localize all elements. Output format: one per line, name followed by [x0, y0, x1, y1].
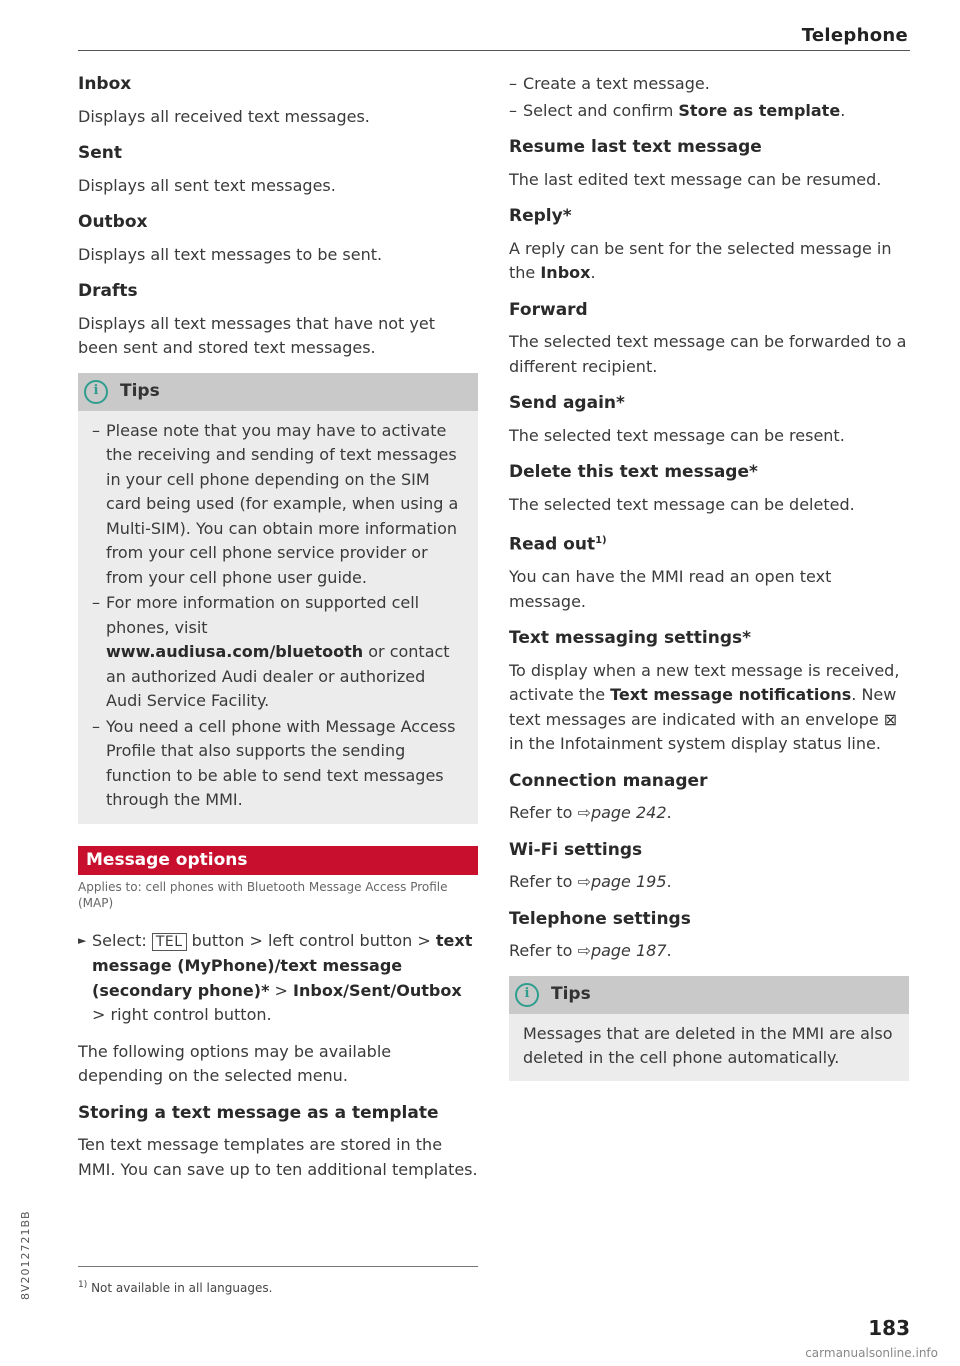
storing-text: Ten text message templates are stored in the MMI. You can save up to ten additional templates.: [78, 1135, 478, 1179]
delete-text: The selected text message can be deleted.: [509, 494, 855, 514]
tips-list: [92, 419, 464, 813]
refer-dot: .: [666, 803, 672, 823]
tips-title: Tips: [551, 984, 591, 1005]
inbox-text: Displays all received text messages.: [78, 106, 370, 126]
outbox-heading: Outbox: [78, 212, 148, 232]
footnote-rule: [78, 1266, 478, 1267]
settings-text: [509, 659, 909, 757]
drafts-text: Displays all text messages that have not yet been sent and stored text messages.: [78, 313, 435, 357]
page-number: 183: [868, 1316, 910, 1340]
connection-manager-ref: [509, 801, 909, 826]
page-link[interactable]: page 187: [590, 941, 667, 961]
tips-item-text: or contact an authorized Audi dealer or authorized Audi Service Facility.: [106, 642, 450, 710]
instruction-step: [78, 929, 478, 1028]
info-icon: i: [84, 380, 108, 404]
sent-text: Displays all sent text messages.: [78, 175, 336, 195]
document-code: 8V2012721BB: [19, 1210, 32, 1300]
tel-key-label: TEL: [152, 933, 187, 951]
arrow-right-icon: ⇨: [577, 803, 591, 823]
refer-text: Refer to: [509, 872, 578, 892]
list-item-text: Select and confirm: [523, 100, 679, 120]
list-item: – Create a text message.: [509, 72, 909, 97]
settings-text-part: To display when a new text message is received, activate the: [509, 660, 900, 705]
storing-heading: Storing a text message as a template: [78, 1102, 439, 1123]
tips-item-text: For more information on supported cell phones, visit: [106, 593, 420, 637]
settings-text-part: . New text messages are indicated with an envelope: [509, 685, 897, 729]
step-text: button > left control button >: [186, 930, 436, 950]
drafts-heading: Drafts: [78, 281, 138, 301]
send-again-heading: Send again*: [509, 393, 625, 413]
read-out-text: You can have the MMI read an open text message.: [509, 567, 832, 611]
template-steps-list: [509, 72, 909, 123]
step-text: >: [269, 980, 294, 1000]
info-icon: i: [515, 983, 539, 1007]
tips-title: Tips: [120, 381, 160, 402]
step-text: Select:: [92, 930, 152, 950]
wifi-heading: Wi-Fi settings: [509, 839, 643, 860]
section-title-bar: Message options: [78, 846, 478, 875]
footnote-marker: 1): [595, 535, 607, 546]
connection-manager-heading: Connection manager: [509, 770, 708, 791]
read-out-heading: [509, 529, 909, 557]
tips-text: Messages that are deleted in the MMI are also deleted in the cell phone automatically.: [523, 1023, 893, 1068]
list-item-text: .: [840, 100, 846, 120]
wifi-ref: [509, 870, 909, 895]
left-column: [78, 72, 478, 1194]
read-out-heading-text: Read out: [509, 534, 596, 555]
list-item-bold: Store as template: [678, 100, 841, 120]
settings-text-bold: Text message notifications: [610, 685, 852, 705]
list-item: [509, 99, 909, 124]
sent-heading: Sent: [78, 143, 123, 163]
bluetooth-url: www.audiusa.com/bluetooth: [106, 642, 364, 661]
footnote-text: Not available in all languages.: [91, 1281, 273, 1295]
envelope-icon: ⊠: [883, 709, 898, 729]
delete-heading: Delete this text message*: [509, 462, 758, 482]
refer-dot: .: [666, 872, 672, 892]
send-again-text: The selected text message can be resent.: [509, 425, 845, 445]
reply-text-bold: Inbox: [540, 263, 591, 282]
arrow-right-icon: ⇨: [577, 872, 591, 892]
tips-header: [509, 976, 909, 1014]
page-link[interactable]: page 195: [590, 872, 667, 892]
watermark: carmanualsonline.info: [805, 1346, 938, 1360]
footnote-mark: 1): [78, 1280, 88, 1290]
resume-heading: Resume last text message: [509, 137, 762, 157]
forward-heading: Forward: [509, 299, 588, 320]
tips-box: [78, 373, 478, 824]
inbox-heading: Inbox: [78, 74, 132, 94]
reply-heading: Reply*: [509, 206, 572, 226]
refer-text: Refer to: [509, 803, 578, 823]
telephone-settings-heading: Telephone settings: [509, 908, 691, 929]
header-rule: [78, 50, 910, 51]
forward-text: The selected text message can be forwarded to a different recipient.: [509, 332, 907, 376]
step-text: > right control button.: [92, 1005, 272, 1024]
following-text: The following options may be available depending on the selected menu.: [78, 1041, 392, 1085]
settings-text-part: in the Infotainment system display status line.: [509, 734, 881, 754]
step-menu-path: Inbox/Sent/Outbox: [293, 980, 462, 1000]
tips-box-2: [509, 976, 909, 1081]
tips-item: [92, 591, 464, 714]
footnote: [78, 1276, 272, 1297]
page-link[interactable]: page 242: [590, 803, 667, 823]
tips-item: – You need a cell phone with Message Access Profile that also supports the sending function to be able to send text messages through the MMI.: [92, 715, 464, 813]
step-menu-path: text message (MyPhone)/text message (secondary phone)*: [92, 930, 473, 1000]
resume-text: The last edited text message can be resumed.: [509, 169, 882, 189]
page-header-title: Telephone: [801, 25, 908, 46]
settings-heading: Text messaging settings*: [509, 628, 752, 649]
outbox-text: Displays all text messages to be sent.: [78, 244, 383, 264]
arrow-right-icon: ⇨: [577, 941, 591, 961]
refer-text: Refer to: [509, 941, 578, 961]
step-triangle-icon: ►: [78, 933, 87, 947]
reply-text: [509, 237, 909, 286]
reply-text-part: .: [590, 263, 596, 282]
refer-dot: .: [666, 941, 672, 961]
right-column: [509, 72, 909, 1103]
tips-header: [78, 373, 478, 411]
applies-to-note: Applies to: cell phones with Bluetooth Message Access Profile (MAP): [78, 879, 448, 910]
telephone-settings-ref: [509, 939, 909, 964]
reply-text-part: A reply can be sent for the selected message in the: [509, 238, 892, 282]
tips-item: – Please note that you may have to activate the receiving and sending of text messages in your cell phone depending on the SIM card being used (for example, when using a Multi-SIM). You can obtain more information from your cell phone service provider or from your cell phone user guide.: [92, 419, 464, 591]
